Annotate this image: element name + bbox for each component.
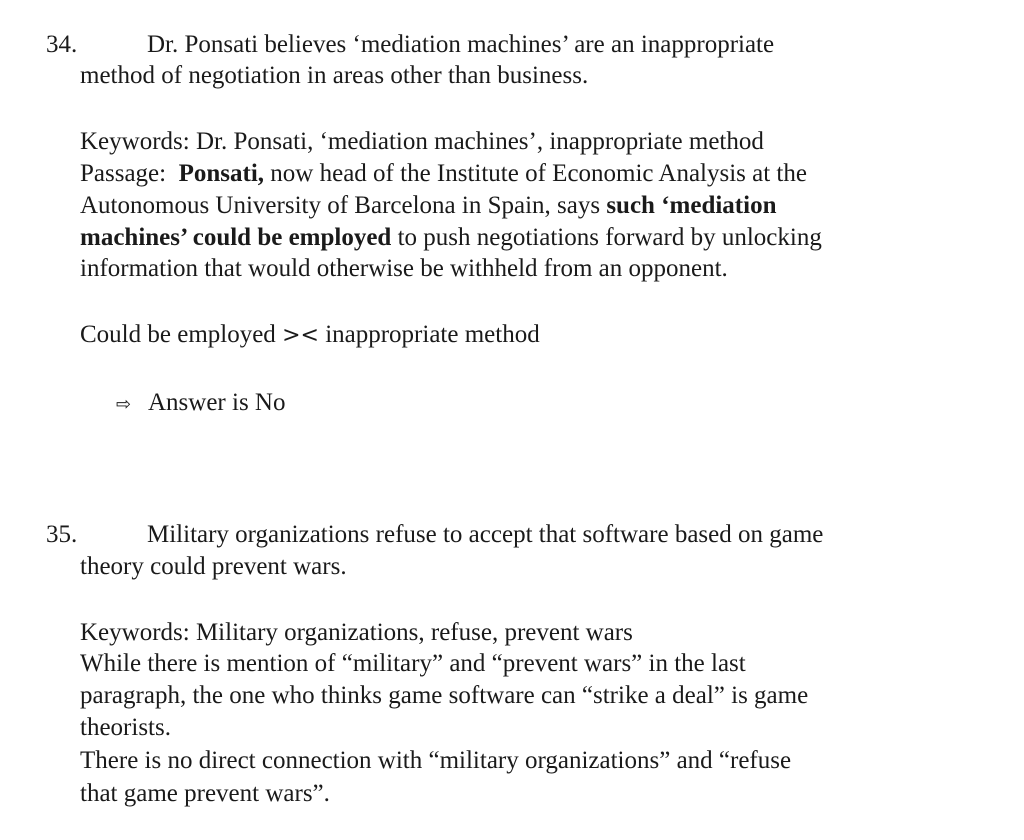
passage-line: information that would otherwise be withheld from an opponent. [80,255,728,282]
question-statement-continued: theory could prevent wars. [80,553,347,580]
explanation-line: theorists. [80,714,171,741]
keywords-line: Keywords: Military organizations, refuse, prevent wars [80,619,633,646]
keywords-line: Keywords: Dr. Ponsati, ‘mediation machines’, inappropriate method [80,128,764,155]
right-arrow-icon: ⇨ [116,394,132,415]
explanation-line: paragraph, the one who thinks game software can “strike a deal” is game [80,682,809,709]
question-statement: Military organizations refuse to accept that software based on game [147,521,824,548]
passage-label: Passage: [80,160,167,187]
passage-bold-text: machines’ could be employed [80,224,392,251]
contrast-right: inappropriate method [318,321,540,348]
contrast-symbol: >< [282,323,319,348]
question-statement-continued: method of negotiation in areas other than business. [80,62,589,89]
answer-text: Answer is No [148,389,286,416]
passage-text: Autonomous University of Barcelona in Spain, says [80,192,607,219]
passage-line [80,222,980,253]
contrast-left: Could be employed [80,321,283,348]
explanation-line: While there is mention of “military” and “prevent wars” in the last [80,650,746,677]
question-number: 34. [46,31,78,58]
question-number: 35. [46,521,78,548]
question-statement: Dr. Ponsati believes ‘mediation machines’ are an inappropriate [147,31,775,58]
passage-line [80,190,980,221]
passage-text: now head of the Institute of Economic Analysis at the [264,160,807,187]
passage-bold-text: Ponsati, [178,160,265,187]
explanation-line: that game prevent wars”. [80,780,330,807]
question-34-heading [46,29,946,60]
answer-line [116,387,286,420]
passage-text: to push negotiations forward by unlocking [391,224,822,251]
passage-bold-text: such ‘mediation [606,192,777,219]
passage-line [80,158,980,189]
question-35-heading [46,519,946,550]
contrast-line [80,319,980,351]
explanation-line: There is no direct connection with “military organizations” and “refuse [80,747,792,774]
